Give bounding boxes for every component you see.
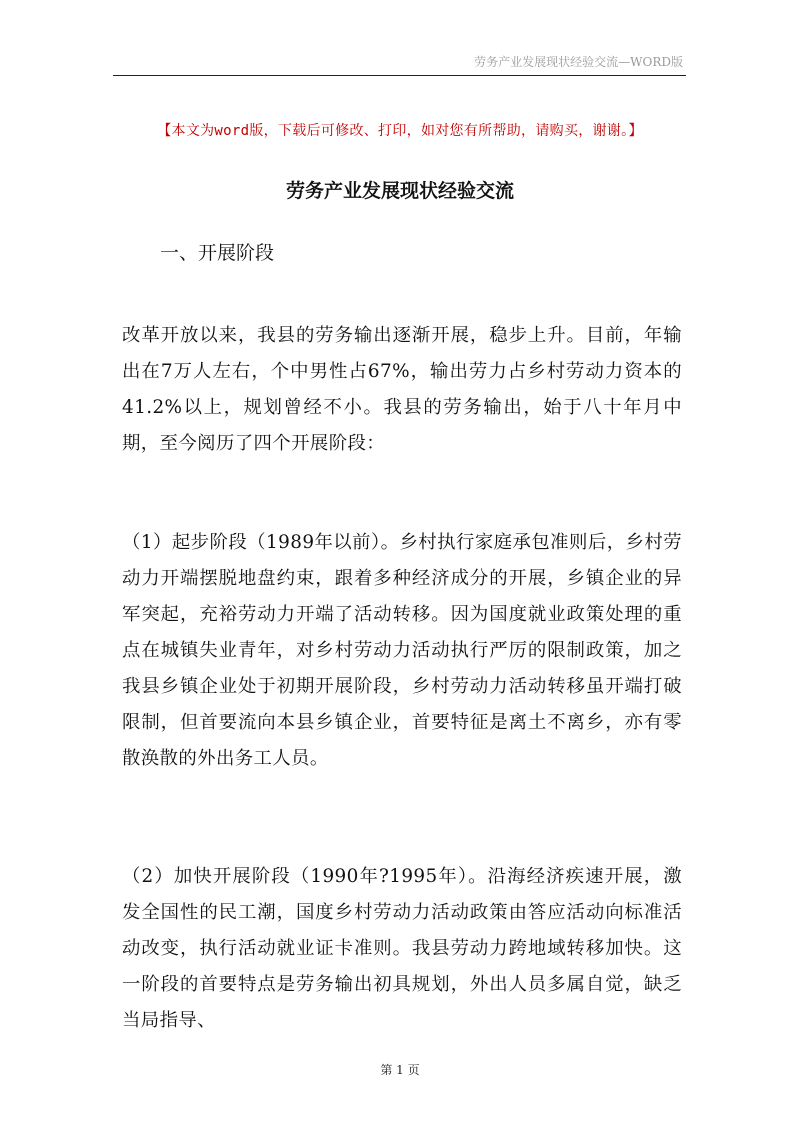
running-title: 劳务产业发展现状经验交流—WORD版 [474,55,683,69]
section-heading: 一、开展阶段 [160,242,275,264]
body-paragraph: 改革开放以来，我县的劳务输出逐渐开展，稳步上升。目前，年输出在7万人左右，个中男性占67%，输出劳力占乡村劳动力资本的41.2%以上，规划曾经不小。我县的劳务输出，始于八十年月中期，至今阅历了四个开展阶段： [122,325,682,454]
body-paragraph: （1）起步阶段（1989年以前）。乡村执行家庭承包准则后，乡村劳动力开端摆脱地盘约束，跟着多种经济成分的开展，乡镇企业的异军突起，充裕劳动力开端了活动转移。因为国度就业政策处理的重点在城镇失业青年，对乡村劳动力活动执行严厉的限制政策，加之我县乡镇企业处于初期开展阶段，乡村劳动力活动转移虽开端打破限制，但首要流向本县乡镇企业，首要特征是离土不离乡，亦有零散涣散的外出务工人员。 [122,532,682,769]
purchase-notice: 【本文为word版，下载后可修改、打印，如对您有所帮助，请购买，谢谢。】 [157,123,643,139]
header-divider [113,75,686,76]
page-number: 第 1 页 [380,1063,420,1077]
document-title: 劳务产业发展现状经验交流 [285,180,514,202]
body-paragraph: （2）加快开展阶段（1990年?1995年）。沿海经济疾速开展，激发全国性的民工潮，国度乡村劳动力活动政策由答应活动向标准活动改变，执行活动就业证卡准则。我县劳动力跨地域转移加快。这一阶段的首要特点是劳务输出初具规划，外出人员多属自觉，缺乏当局指导、 [122,866,682,1031]
